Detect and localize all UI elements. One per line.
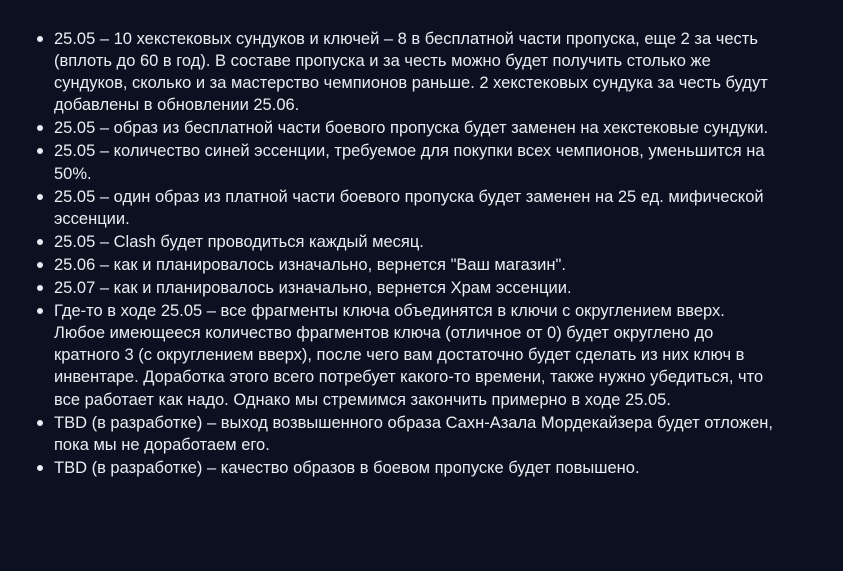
bullet-icon <box>37 239 43 245</box>
list-item-line: 25.05 – 10 хекстековых сундуков и ключей – 8 в бесплатной части пропуска, еще 2 за честь <box>54 30 758 48</box>
list-item <box>54 412 819 456</box>
list-item-line: кратного 3 (с округлением вверх), после чего вам достаточно будет сделать из них ключ в <box>54 346 745 365</box>
list-item <box>54 28 819 116</box>
list-item-line: 25.05 – один образ из платной части боевого пропуска будет заменен на 25 ед. мифической <box>54 187 764 206</box>
list-item-line: сундуков, сколько и за мастерство чемпионов раньше. 2 хекстековых сундука за честь будут <box>54 74 768 93</box>
bullet-icon <box>37 465 43 471</box>
bullet-icon <box>37 262 43 268</box>
list-item <box>54 140 819 184</box>
list-item-line: инвентаре. Доработка этого всего потребует какого-то времени, также нужно убедиться, что <box>54 368 764 387</box>
list-item-line: добавлены в обновлении 25.06. <box>54 96 300 115</box>
bullet-icon <box>37 308 43 314</box>
list-item-line: TBD (в разработке) – качество образов в боевом пропуске будет повышено. <box>54 458 640 477</box>
list-item-line: 25.06 – как и планировалось изначально, вернется "Ваш магазин". <box>54 255 566 274</box>
list-item-line: 25.05 – Clash будет проводиться каждый месяц. <box>54 232 424 251</box>
list-item <box>54 186 819 230</box>
list-item <box>54 117 819 139</box>
bullet-icon <box>37 148 43 154</box>
list-item <box>54 254 819 276</box>
list-item <box>54 300 819 410</box>
list-item-line: Где-то в ходе 25.05 – все фрагменты ключа объединятся в ключи с округлением вверх. <box>54 302 725 321</box>
bullet-icon <box>37 285 43 291</box>
list-item-line: 25.07 – как и планировалось изначально, вернется Храм эссенции. <box>54 279 572 298</box>
list-item <box>54 457 819 479</box>
list-item-line: эссенции. <box>54 209 130 228</box>
bullet-icon <box>37 194 43 200</box>
list-item-line: Любое имеющееся количество фрагментов ключа (отличное от 0) будет округлено до <box>54 324 714 343</box>
list-item-line: TBD (в разработке) – выход возвышенного образа Сахн-Азала Мордекайзера будет отложен, <box>54 413 773 432</box>
list-item-line: 25.05 – образ из бесплатной части боевого пропуска будет заменен на хекстековые сундуки. <box>54 119 769 138</box>
list-item <box>54 231 819 253</box>
bullet-icon <box>37 36 43 42</box>
list-item-line: (вплоть до 60 в год). В составе пропуска и за честь можно будет получить столько же <box>54 52 711 71</box>
bullet-icon <box>37 125 43 131</box>
list-item-line: 25.05 – количество синей эссенции, требуемое для покупки всех чемпионов, уменьшится на <box>54 142 765 161</box>
bullet-icon <box>37 420 43 426</box>
list-item <box>54 277 819 299</box>
list-item-line: все работает как надо. Однако мы стремимся закончить примерно в ходе 25.05. <box>54 390 671 409</box>
list-item-line: пока мы не доработаем его. <box>54 435 270 454</box>
list-item-line: 50%. <box>54 164 92 183</box>
